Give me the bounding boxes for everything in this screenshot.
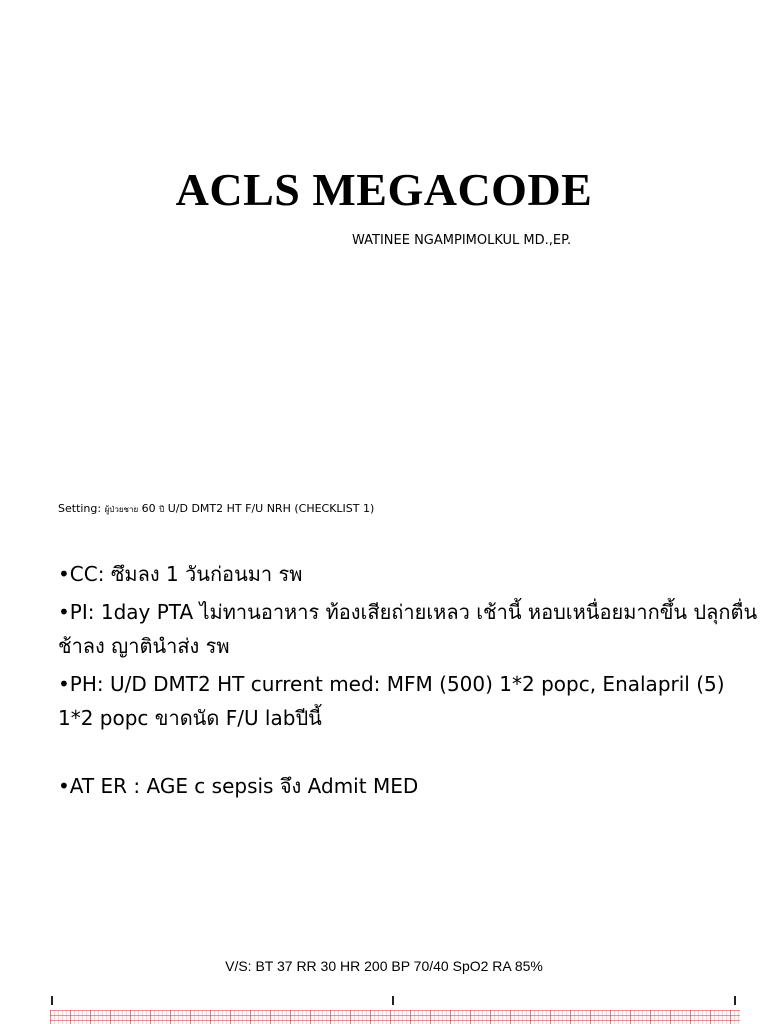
- bullet-cc: •CC: ซึมลง 1 วันก่อนมา รพ: [58, 562, 303, 586]
- author-name: WATINEE NGAMPIMOLKUL MD.,EP.: [352, 233, 572, 248]
- setting-year: ปี: [159, 505, 165, 514]
- bullet-pi: •PI: 1day PTA ไม่ทานอาหาร ท้องเสียถ่ายเหลว เช้านี้ หอบเหนื่อยมากขึ้น ปลุกตื่นช้าลง ญาตินำส่ง รพ: [58, 600, 758, 658]
- setting-patient: ผู้ป่วยชาย: [104, 505, 139, 514]
- ecg-time-ticks: [0, 996, 768, 1008]
- bullet-at-er: •AT ER : AGE c sepsis จึง Admit MED: [58, 774, 419, 798]
- setting-prefix: Setting:: [58, 502, 102, 515]
- ecg-tick: [734, 996, 736, 1005]
- ecg-tick: [51, 996, 53, 1005]
- ecg-tick: [392, 996, 394, 1005]
- slide-title: ACLS MEGACODE: [175, 164, 593, 215]
- ecg-grid-strip: [50, 1010, 740, 1024]
- bullet-ph: •PH: U/D DMT2 HT current med: MFM (500) 1*2 popc, Enalapril (5) 1*2 popc ขาดนัด F/U labปีนี้: [58, 672, 725, 730]
- vital-signs: V/S: BT 37 RR 30 HR 200 BP 70/40 SpO2 RA 85%: [225, 958, 543, 974]
- case-bullet-list: [58, 557, 758, 807]
- setting-rest: U/D DMT2 HT F/U NRH (CHECKLIST 1): [167, 502, 375, 515]
- setting-line: [58, 502, 374, 516]
- setting-age: 60: [141, 502, 156, 515]
